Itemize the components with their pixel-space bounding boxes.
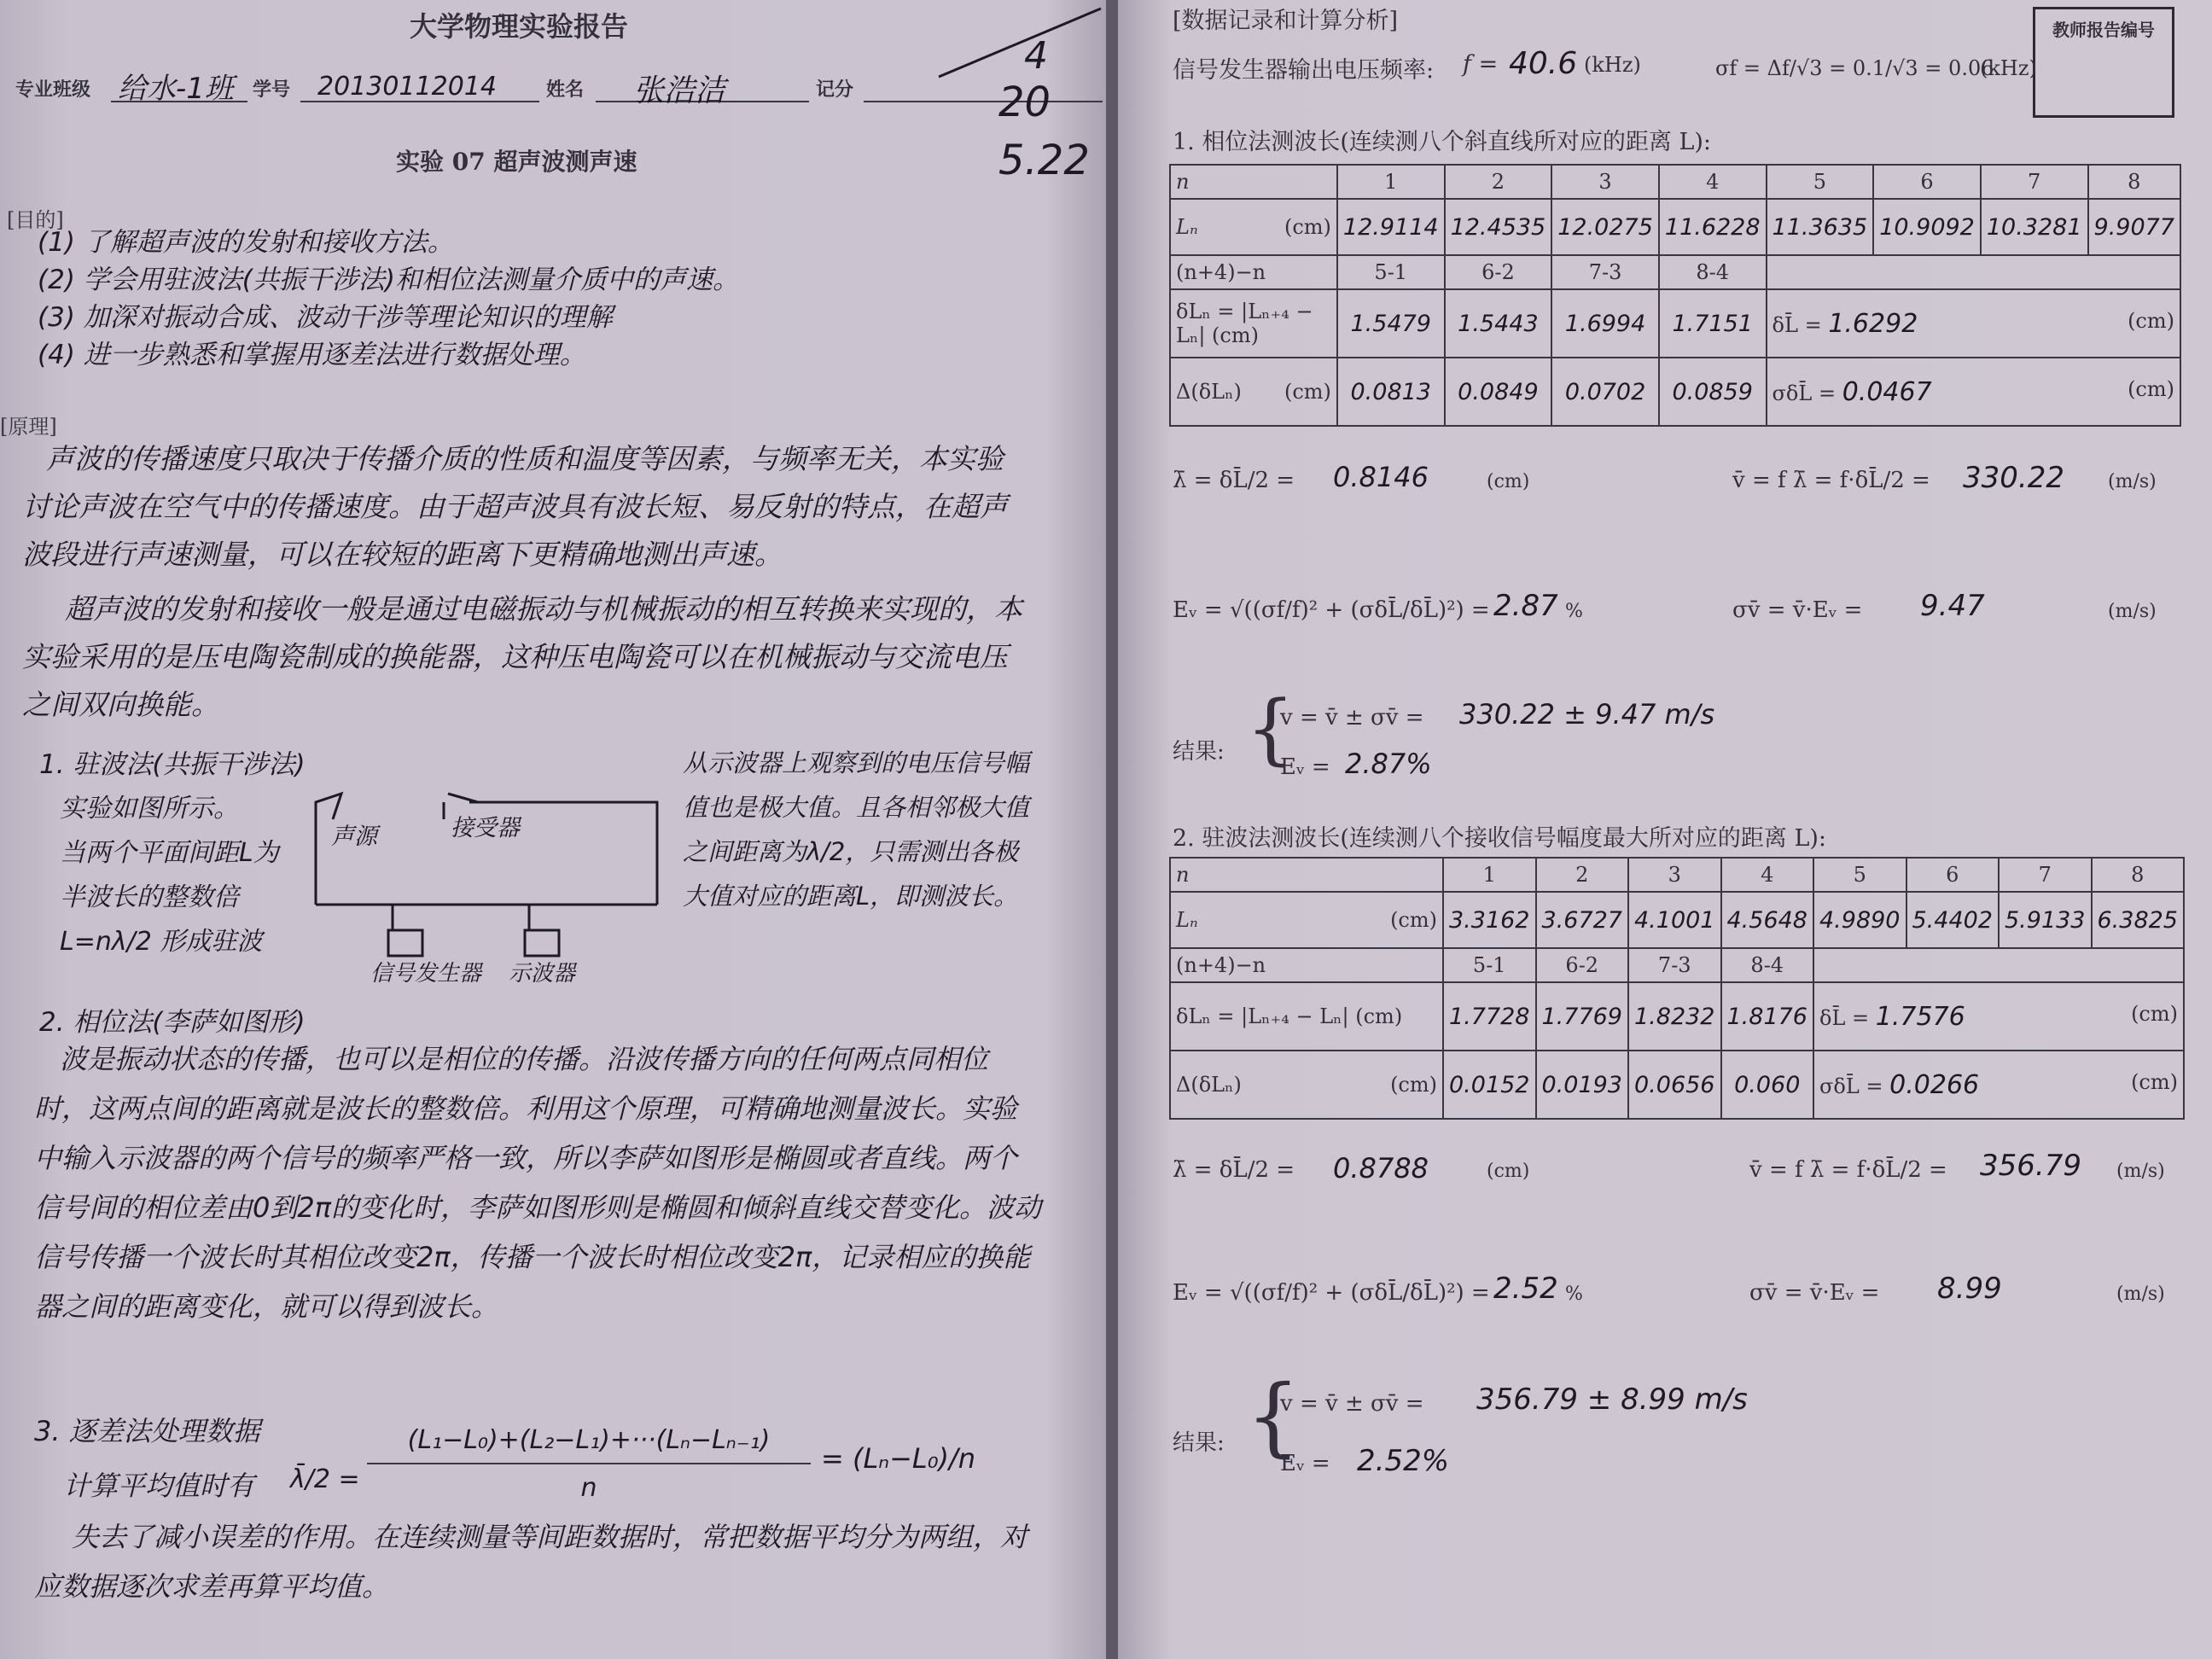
- p1-result-label: 结果:: [1173, 739, 1225, 765]
- purpose-item: (4) 进一步熟悉和掌握用逐差法进行数据处理。: [38, 340, 586, 370]
- table-row: [1170, 289, 2180, 358]
- table-row: [1170, 892, 2184, 948]
- sigma-value: 0.0467: [1842, 376, 1932, 407]
- ddL-value: 0.0193: [1536, 1051, 1629, 1119]
- purpose-heading: [目的]: [7, 208, 64, 232]
- id-label: 学号: [253, 79, 291, 101]
- report-number-stamp: [2033, 7, 2174, 118]
- stamp-label: 教师报告编号: [2052, 20, 2155, 40]
- diagram-generator-label: 信号发生器: [370, 961, 482, 987]
- p2-v-value: 356.79: [1980, 1149, 2081, 1183]
- p2-E-value: 2.52: [1493, 1272, 1558, 1306]
- method2-title: 2. 相位法(李萨如图形): [39, 1007, 306, 1038]
- p1-E-value: 2.87: [1493, 589, 1558, 623]
- p1-result-brace: {: [1246, 684, 1295, 774]
- col-header: 1: [1443, 858, 1536, 892]
- ddL-value: 0.0859: [1659, 358, 1767, 426]
- col-header: 6: [1873, 165, 1981, 199]
- principle-paragraph-2: 超声波的发射和接收一般是通过电磁振动与机械振动的相互转换来实现的，本实验采用的是压电陶瓷制成的换能器，这种压电陶瓷可以在机械振动与交流电压之间双向换能。: [22, 592, 1022, 721]
- ddL-value: 0.0702: [1551, 358, 1659, 426]
- standing-wave-table: [1169, 857, 2185, 1120]
- col-header: 5: [1813, 858, 1906, 892]
- pair-label: 7-3: [1628, 948, 1721, 982]
- table-row: [1170, 982, 2184, 1051]
- p2-result-v-lhs: v = v̄ ± σv̄ =: [1280, 1391, 1424, 1417]
- p2-result-E-lhs: Eᵥ =: [1280, 1451, 1330, 1476]
- report-title: 大学物理实验报告: [410, 10, 629, 43]
- col-header: 3: [1551, 165, 1659, 199]
- principle-heading: [原理]: [0, 415, 57, 439]
- ddL-value: 0.0813: [1337, 358, 1445, 426]
- diagram-scope-label: 示波器: [509, 961, 576, 987]
- sigma-cell: σδL̄ = 0.0467 (cm): [1767, 358, 2180, 426]
- p1-result-E-lhs: Eᵥ =: [1280, 754, 1330, 780]
- method1-title: 1. 驻波法(共振干涉法): [39, 749, 306, 780]
- sigma-f: σf = Δf/√3 = 0.1/√3 = 0.06: [1715, 56, 1994, 80]
- phase-method-table: [1169, 164, 2181, 427]
- n-header: n: [1170, 165, 1337, 199]
- L-value: 4.9890: [1813, 892, 1906, 948]
- p2-lambda-lhs: λ̄ = δL̄/2 =: [1173, 1157, 1295, 1183]
- L-row-label: Lₙ (cm): [1170, 199, 1337, 255]
- L-value: 6.3825: [2092, 892, 2185, 948]
- p2-lambda-value: 0.8788: [1333, 1152, 1429, 1185]
- purpose-item: (1) 了解超声波的发射和接收方法。: [38, 227, 454, 258]
- experiment-title: 实验 07 超声波测声速: [396, 148, 637, 176]
- method3-title: 3. 逐差法处理数据: [34, 1415, 260, 1447]
- col-header: 2: [1536, 858, 1629, 892]
- method3-result: = (Lₙ−L₀)/n: [821, 1442, 976, 1475]
- p1-result-v: 330.22 ± 9.47 m/s: [1459, 698, 1715, 731]
- col-header: 3: [1628, 858, 1721, 892]
- dL-mean-value: 1.7576: [1875, 1001, 1965, 1032]
- p1-sv-unit: (m/s): [2108, 601, 2157, 622]
- table-row: [1170, 255, 2180, 289]
- dL-value: 1.7151: [1659, 289, 1767, 358]
- dL-value: 1.5479: [1337, 289, 1445, 358]
- dL-row-label: δLₙ = |Lₙ₊₄ − Lₙ| (cm): [1170, 289, 1337, 358]
- pair-label: 6-2: [1536, 948, 1629, 982]
- p2-result-v: 356.79 ± 8.99 m/s: [1476, 1382, 1748, 1417]
- method2-text: 波是振动状态的传播，也可以是相位的传播。沿波传播方向的任何两点同相位时，这两点间的距离就是波长的整数倍。利用这个原理，可精确地测量波长。实验中输入示波器的两个信号的频率严格一致，所以李萨如图形是椭圆或者直线。两个信号间的相位差由0到2π的变化时，李萨如图形则是椭圆和倾斜直线交替变化。波动信号传播一个波长时其相位改变2π，传播一个波长时相位改变2π，记录相应的换能器之间的距离变化，就可以得到波长。: [34, 1043, 1041, 1323]
- part1-title: 1. 相位法测波长(连续测八个斜直线所对应的距离 L):: [1173, 129, 1712, 155]
- score-label: 记分: [816, 79, 854, 101]
- diagram-source-label: 声源: [331, 824, 377, 850]
- method3-numerator: (L₁−L₀)+(L₂−L₁)+···(Lₙ−Lₙ₋₁): [407, 1425, 771, 1455]
- ddL-row-label: Δ(δLₙ) (cm): [1170, 1051, 1443, 1119]
- col-header: 6: [1906, 858, 2000, 892]
- p2-result-brace: {: [1246, 1366, 1301, 1466]
- L-value: 9.9077: [2088, 199, 2180, 255]
- p2-sv-value: 8.99: [1937, 1272, 2002, 1306]
- p1-lambda-value: 0.8146: [1333, 461, 1429, 493]
- method1-line: 实验如图所示。: [60, 794, 239, 824]
- score-mark-1: 4: [1024, 34, 1048, 78]
- method1-line: 当两个平面间距L为: [60, 838, 279, 868]
- method3-tail: 失去了减小误差的作用。在连续测量等间距数据时，常把数据平均分为两组，对应数据逐次求差再算平均值。: [34, 1521, 1028, 1603]
- n-header: n: [1170, 858, 1443, 892]
- p1-sv-value: 9.47: [1920, 589, 1985, 623]
- dL-value: 1.6994: [1551, 289, 1659, 358]
- pair-row-label: (n+4)−n: [1170, 948, 1443, 982]
- freq-label: 信号发生器输出电压频率:: [1173, 57, 1435, 84]
- L-value: 12.0275: [1551, 199, 1659, 255]
- id-value: 20130112014: [317, 72, 497, 102]
- purpose-item: (3) 加深对振动合成、波动干涉等理论知识的理解: [38, 302, 613, 333]
- freq-value: 40.6: [1509, 46, 1578, 81]
- table-row: [1170, 199, 2180, 255]
- method3-denominator: n: [580, 1473, 597, 1503]
- ddL-value: 0.060: [1721, 1051, 1814, 1119]
- dL-value: 1.7769: [1536, 982, 1629, 1051]
- col-header: 5: [1767, 165, 1874, 199]
- major-value: 给水-1班: [118, 72, 234, 106]
- col-header: 4: [1721, 858, 1814, 892]
- p2-lambda-unit: (cm): [1487, 1161, 1530, 1182]
- table-row: [1170, 948, 2184, 982]
- ddL-value: 0.0152: [1443, 1051, 1536, 1119]
- standing-wave-diagram: [307, 768, 674, 998]
- method3-lead: 计算平均值时有: [63, 1470, 255, 1502]
- p1-v-value: 330.22: [1963, 461, 2064, 495]
- freq-symbol: f =: [1463, 51, 1499, 78]
- sigma-f-unit: (kHz): [1980, 56, 2037, 80]
- col-header: 8: [2088, 165, 2180, 199]
- p2-E-lhs: Eᵥ = √((σf/f)² + (σδL̄/δL̄)²) =: [1173, 1280, 1490, 1306]
- sigma-cell: σδL̄ = 0.0266 (cm): [1813, 1051, 2184, 1119]
- method1-line: 半波长的整数倍: [60, 882, 239, 912]
- dL-mean-cell: δL̄ = 1.6292 (cm): [1767, 289, 2180, 358]
- L-value: 12.9114: [1337, 199, 1445, 255]
- diagram-receiver-label: 接受器: [451, 815, 520, 841]
- L-value: 12.4535: [1445, 199, 1552, 255]
- col-header: 1: [1337, 165, 1445, 199]
- dL-value: 1.7728: [1443, 982, 1536, 1051]
- col-header: 4: [1659, 165, 1767, 199]
- table-row: [1170, 165, 2180, 199]
- dL-mean-value: 1.6292: [1828, 308, 1918, 339]
- method3-formula-lhs: λ̄/2 =: [290, 1464, 360, 1494]
- right-page: [1118, 0, 2212, 1659]
- name-value: 张浩洁: [633, 73, 726, 108]
- L-row-label: Lₙ (cm): [1170, 892, 1443, 948]
- L-value: 3.6727: [1536, 892, 1629, 948]
- pair-label: 7-3: [1551, 255, 1659, 289]
- dL-value: 1.8176: [1721, 982, 1814, 1051]
- table-row: [1170, 1051, 2184, 1119]
- p2-v-unit: (m/s): [2116, 1161, 2165, 1182]
- pair-label: 8-4: [1721, 948, 1814, 982]
- p2-result-label: 结果:: [1173, 1430, 1225, 1456]
- pair-label: 8-4: [1659, 255, 1767, 289]
- L-value: 11.3635: [1767, 199, 1874, 255]
- pair-label: 5-1: [1337, 255, 1445, 289]
- ddL-value: 0.0849: [1445, 358, 1552, 426]
- table-row: [1170, 858, 2184, 892]
- p2-sv-unit: (m/s): [2116, 1284, 2165, 1305]
- p1-v-lhs: v̄ = f λ̄ = f·δL̄/2 =: [1732, 468, 1930, 493]
- pair-label: 5-1: [1443, 948, 1536, 982]
- score-mark-2: 20: [998, 79, 1051, 126]
- p2-result-E: 2.52%: [1357, 1444, 1450, 1478]
- pair-row-label: (n+4)−n: [1170, 255, 1337, 289]
- L-value: 10.9092: [1873, 199, 1981, 255]
- score-mark-3: 5.22: [998, 137, 1090, 184]
- method1-right-text: 从示波器上观察到的电压信号幅值也是极大值。且各相邻极大值之间距离为λ/2，只需测出各极大值对应的距离L，即测波长。: [683, 748, 1030, 911]
- p1-E-unit: %: [1565, 601, 1583, 622]
- sigma-value: 0.0266: [1889, 1069, 1980, 1100]
- table-row: [1170, 358, 2180, 426]
- p1-lambda-lhs: λ̄ = δL̄/2 =: [1173, 468, 1295, 493]
- col-header: 2: [1445, 165, 1552, 199]
- purpose-item: (2) 学会用驻波法(共振干涉法)和相位法测量介质中的声速。: [38, 265, 739, 295]
- principle-paragraph-1: 声波的传播速度只取决于传播介质的性质和温度等因素，与频率无关，本实验讨论声波在空气中的传播速度。由于超声波具有波长短、易反射的特点，在超声波段进行声速测量，可以在较短的距离下更精确地测出声速。: [22, 442, 1008, 571]
- purpose-list: [38, 224, 739, 374]
- p2-E-unit: %: [1565, 1284, 1583, 1305]
- L-value: 3.3162: [1443, 892, 1536, 948]
- L-value: 4.1001: [1628, 892, 1721, 948]
- dL-mean-cell: δL̄ = 1.7576 (cm): [1813, 982, 2184, 1051]
- p1-result-E: 2.87%: [1345, 748, 1432, 780]
- method1-text: [60, 787, 307, 964]
- method1-line: L=nλ/2 形成驻波: [60, 927, 263, 957]
- part2-title: 2. 驻波法测波长(连续测八个接收信号幅度最大所对应的距离 L):: [1173, 825, 1827, 852]
- L-value: 5.4402: [1906, 892, 2000, 948]
- major-label: 专业班级: [15, 79, 91, 101]
- dL-value: 1.5443: [1445, 289, 1552, 358]
- pair-label: 6-2: [1445, 255, 1552, 289]
- p2-v-lhs: v̄ = f λ̄ = f·δL̄/2 =: [1749, 1157, 1947, 1183]
- L-value: 4.5648: [1721, 892, 1814, 948]
- p1-result-v-lhs: v = v̄ ± σv̄ =: [1280, 705, 1424, 731]
- p1-E-lhs: Eᵥ = √((σf/f)² + (σδL̄/δL̄)²) =: [1173, 597, 1490, 623]
- analysis-heading: [数据记录和计算分析]: [1173, 8, 1399, 34]
- ddL-value: 0.0656: [1628, 1051, 1721, 1119]
- col-header: 8: [2092, 858, 2185, 892]
- p1-lambda-unit: (cm): [1487, 471, 1530, 492]
- p2-sv-lhs: σv̄ = v̄·Eᵥ =: [1749, 1280, 1880, 1306]
- ddL-row-label: Δ(δLₙ) (cm): [1170, 358, 1337, 426]
- dL-value: 1.8232: [1628, 982, 1721, 1051]
- p1-sv-lhs: σv̄ = v̄·Eᵥ =: [1732, 597, 1863, 623]
- p1-v-unit: (m/s): [2108, 471, 2157, 492]
- L-value: 10.3281: [1981, 199, 2088, 255]
- dL-row-label: δLₙ = |Lₙ₊₄ − Lₙ| (cm): [1170, 982, 1443, 1051]
- col-header: 7: [1999, 858, 2092, 892]
- name-label: 姓名: [546, 79, 585, 101]
- col-header: 7: [1981, 165, 2088, 199]
- L-value: 11.6228: [1659, 199, 1767, 255]
- L-value: 5.9133: [1999, 892, 2092, 948]
- freq-unit: (kHz): [1584, 53, 1641, 77]
